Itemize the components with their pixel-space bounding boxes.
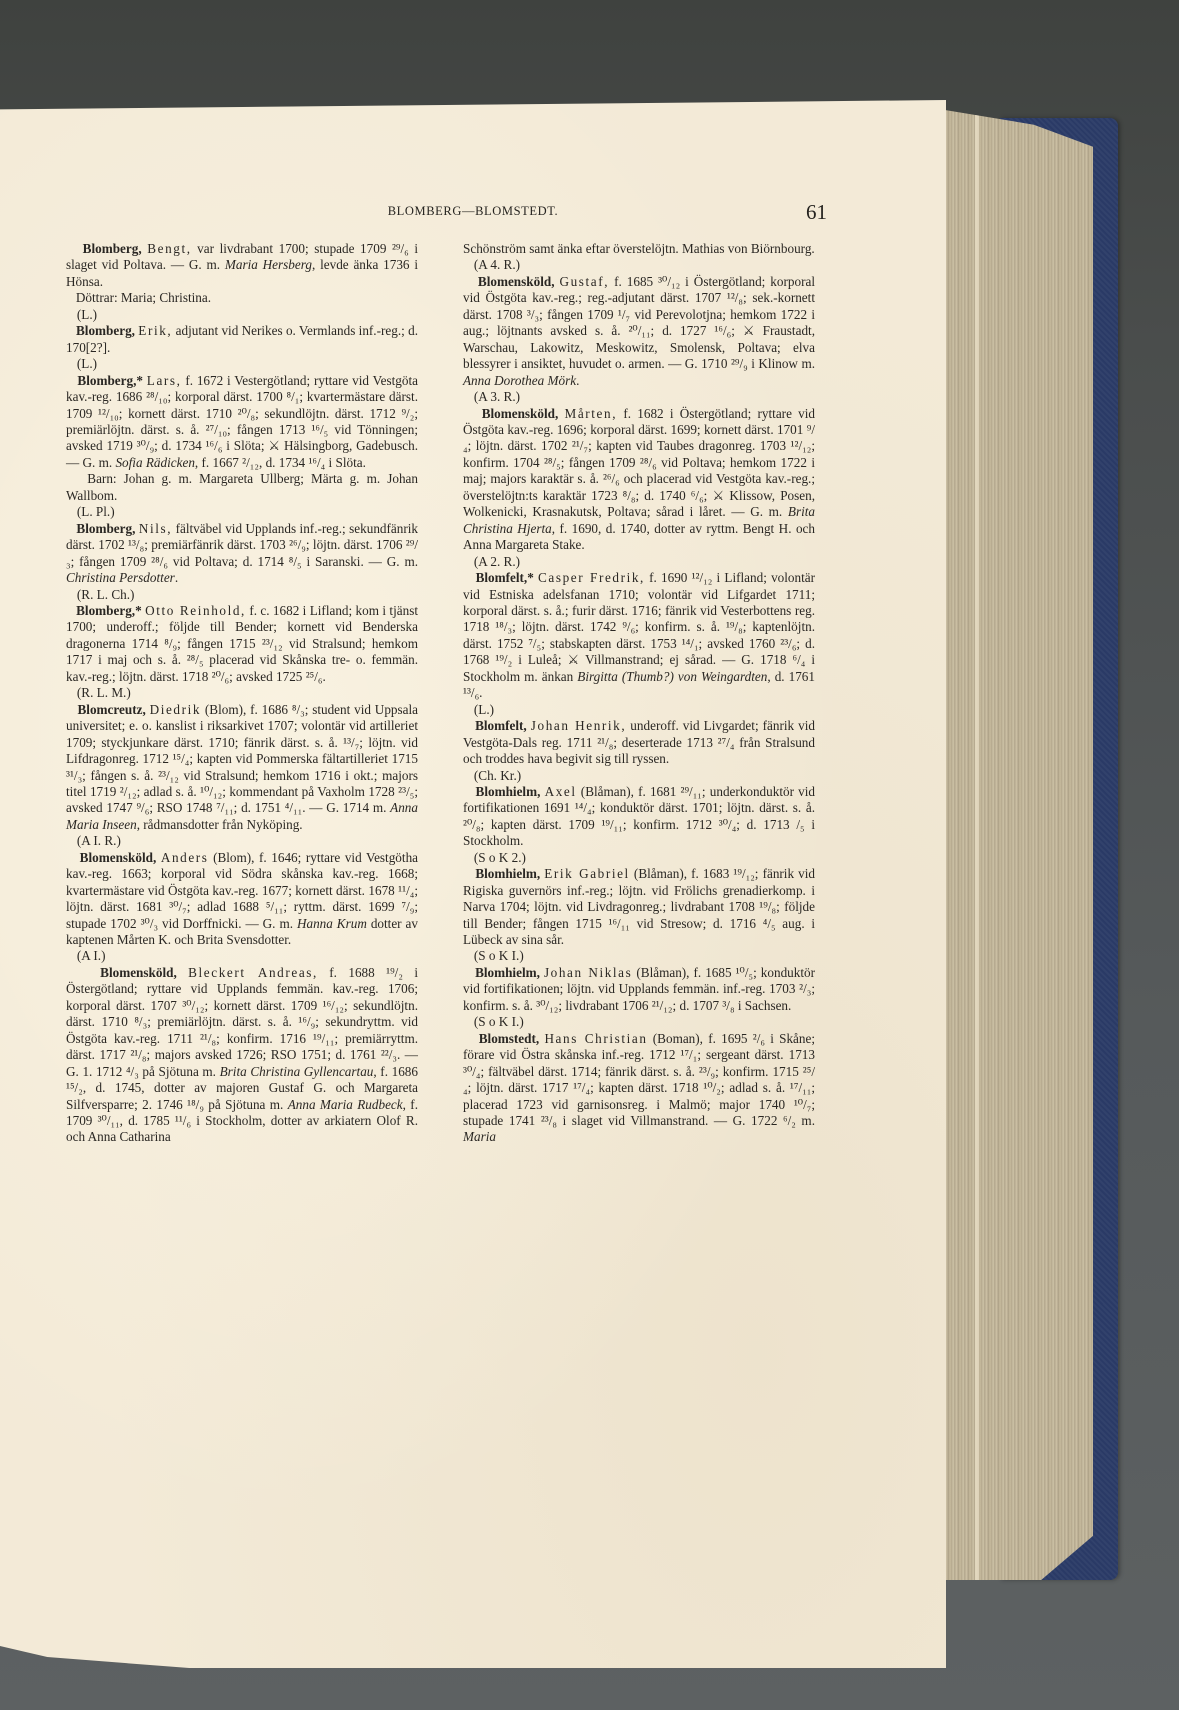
entry-text: var livdrabant 1700; stupade 1709 ²⁹/₆ i slaget vid Poltava. — G. m. [66,241,419,273]
entry-blomenskold-bleckert-andreas [66,965,418,1146]
entry-blomhielm-erik-gabriel [463,866,815,965]
entry-source: (A I. R.) [76,833,121,849]
entry-text: (Boman), f. 1695 ²/₆ i Skåne; förare vid Östra skånska inf.-reg. 1712 ¹⁷/₁; sergeant därst. 1713 ³⁰/₄; fältväbel därst. 1714; fänrik därst. s. å. ²³/₉; konfirm. 1715 ²⁵/₄; löjtn. därst. 1717 ¹⁷/₄; kapten därst. 1718 ¹⁰/₂; adlad s. å. ¹⁷/₁₁; placerad 1723 vid garnisonsreg. i Malmö; major 1740 ¹⁰/₇; stupade 1741 ²³/₈ i slaget vid Villmanstrand. — G. 1722 ⁶/₂ m. [463,1030,816,1129]
entry-given-name: Erik Gabriel [544,866,630,882]
entry-source: (L. Pl.) [76,504,115,520]
entry-spouse: Hanna Krum [296,915,367,931]
running-head: BLOMBERG—BLOMSTEDT. [387,204,559,218]
entry-blomhielm-johan-niklas [463,965,815,1031]
entry-surname: Blomberg,* [77,372,143,388]
entry-given-name: Lars, [146,372,182,388]
entry-surname: Blomhielm, [475,783,541,799]
entry-source: (S o K I.) [473,1014,524,1030]
entry-given-name: Johan Niklas [543,964,633,980]
entry-given-name: Anders [160,849,209,865]
entry-text: , d. 1761 ¹³/₆. [463,668,815,701]
entry-surname: Blomberg, [75,323,135,339]
entry-source: (R. L. Ch.) [76,586,135,602]
entry-text: f. 1672 i Vestergötland; ryttare vid Vestgöta kav.-reg. 1686 ²⁸/₁₀; korporal därst. 1700 ⁸/₁; kvartermästare därst. 1709 ¹²/₁₀; kornett därst. 1710 ²⁰/₈; sekundlöjtn. därst. 1712 ⁹/₂; premiärlöjtn. därst. s. å. ²⁷/₁₀; fången 1713 ¹⁶/₅ vid Tönningen; avsked 1719 ³⁰/₉; d. 1734 ¹⁶/₆ i Slöta; ⚔ Hälsingborg, Gadebusch. — G. m. [66,372,419,470]
entry-text: , f. 1709 ³⁰/₁₁, d. 1785 ¹¹/₆ i Stockholm, dotter av arkiatern Olof R. och Anna Catharina [66,1096,418,1145]
entry-given-name: Hans Christian [544,1030,648,1046]
entry-spouse: Anna Dorothea Mörk [463,372,577,388]
entry-surname: Blomberg, [76,520,136,536]
entry-given-name: Casper Fredrik, [538,570,645,586]
entry-children: Barn: Johan g. m. Margareta Ullberg; Märta g. m. Johan Wallbom. [66,471,418,503]
entry-given-name: Axel [544,783,577,799]
entry-text: (Blåman), f. 1685 ¹⁰/₅; konduktör vid fortifikationen; löjtn. vid Upplands femmän. inf.-reg. 1703 ²/₃; konfirm. s. å. ³⁰/₁₂; livdrabant 1706 ²¹/₁₂; d. 1707 ³/₈ i Sachsen. [463,964,815,1013]
entry-spouse: Christina Persdotter [66,570,175,586]
entry-source: (S o K I.) [473,948,524,964]
entry-given-name: Bengt, [147,241,192,256]
entry-blomhielm-axel [463,784,815,866]
entry-text: fältväbel vid Upplands inf.-reg.; sekundfänrik därst. 1702 ¹³/₈; premiärfänrik därst. 1703 ²⁶/₉; löjtn. därst. 1706 ²⁹/₃; fången 1709 ²⁸/₆ vid Poltava; d. 1714 ⁸/₅ i Saranski. — G. m. [66,520,418,569]
entry-text: (Blåman), f. 1681 ²⁹/₁₁; underkonduktör vid fortifikationen 1691 ¹⁴/₄; konduktör därst. 1701; löjtn. därst. s. å. ²⁰/₈; kapten därst. 1709 ¹⁹/₁₁; konfirm. 1712 ³⁰/₄; d. 1713 /₅ i Stockholm. [463,783,816,849]
entry-text: dotter av kaptenen Mårten K. och Brita Svensdotter. [66,915,418,948]
entry-text: , rådmansdotter från Nyköping. [136,816,303,832]
entry-spouse: Brita Christina Gyllencartau [219,1063,374,1079]
page-number: 61 [806,200,827,224]
page-edges [945,110,1093,1580]
entry-text: , levde änka 1736 i Hönsa. [66,257,418,289]
entry-text: , f. 1686 ¹⁵/₂, d. 1745, dotter av majoren Gustaf G. och Margareta Silfversparre; 2. 1746 ¹⁸/₉ på Sjötuna m. [66,1063,418,1112]
entry-text: , f. 1667 ²/₁₂, d. 1734 ¹⁶/₄ i Slöta. [194,454,366,470]
entry-given-name: Bleckert Andreas, [188,964,318,980]
entry-given-name: Nils, [138,520,173,536]
entry-surname: Blomensköld, [481,405,559,421]
entry-given-name: Johan Henrik, [530,718,627,734]
entry-surname: Blomensköld, [100,964,177,980]
entry-given-name: Mårten, [564,405,618,421]
entry-source: (L.) [76,356,98,372]
entry-continuation [463,241,815,274]
entry-text: , f. 1690, d. 1740, dotter av ryttm. Bengt H. och Anna Margareta Stake. [463,520,816,553]
entry-text: underoff. vid Livgardet; fänrik vid Vestgöta-Dals reg. 1711 ²¹/₈; deserterade 1713 ²⁷/₄ från Stralsund och troddes hava begivit sig till ryssen. [463,718,816,767]
entry-spouse: Birgitta (Thumb?) von Weingardten [577,668,768,684]
entry-surname: Blomhielm, [475,866,541,882]
entry-blomstedt-hans-christian [463,1031,815,1146]
entry-surname: Blomfelt, [475,718,527,734]
entry-given-name: Otto Reinhold, [145,602,246,618]
entry-text: (Blåman), f. 1683 ¹⁹/₁₂; fänrik vid Rigiska guvernörs inf.-reg.; löjtn. vid Frölichs grenadierkomp. i Narva 1704; löjtn. vid Livdragonreg.; livdrabant 1708 ¹⁹/₈; följde till Bender; fången 1715 ¹⁶/₁₁ vid Stresow; d. 1716 ⁴/₅ aug. i Lübeck av sina sår. [463,866,816,948]
entry-spouse: Maria Hersberg [224,257,312,273]
entry-text: . [174,570,179,586]
entry-spouse-second: Anna Maria Rudbeck [287,1096,403,1112]
entry-children: Döttrar: Maria; Christina. [75,290,212,306]
entry-spouse: Maria [463,1129,496,1145]
entry-source: (L.) [473,701,495,717]
entry-surname: Blomfelt,* [475,570,534,586]
entry-given-name: Gustaf, [559,273,610,289]
entry-blomenskold-gustaf [463,274,815,406]
entry-text: . [576,372,580,388]
entry-blomberg-erik [66,323,418,372]
entry-surname: Blomstedt, [478,1030,540,1046]
entry-text: f. c. 1682 i Lifland; kom i tjänst 1700; underoff.; följde till Bender; kornett vid Benderska dragonerna 1714 ⁸/₉; fången 1715 ²³/₁₂ vid Stralsund; hemkom 1717 i maj och s. å. ²⁸/₅ placerad vid Skånska tre- o. femmän. kav.-reg.; löjtn. därst. 1718 ²⁰/₆; avsked 1725 ²⁵/₆. [66,602,418,684]
entry-surname: Blomensköld, [477,273,555,289]
entry-spouse: Brita Christina Hjerta [463,504,815,536]
entry-text: adjutant vid Nerikes o. Vermlands inf.-reg.; d. 170[2?]. [66,323,419,355]
entry-text: f. 1690 ¹²/₁₂ i Lifland; volontär vid Estniska adelsfanan 1710; volontär vid Lifgardet 1711; korporal därst. s. å.; furir därst. 1716; fänrik vid Vesterbottens reg. 1718 ¹⁸/₃; löjtn. därst. 1742 ⁹/₆; konfirm. s. å. ¹⁹/₈; kaptenlöjtn. därst. 1752 ⁷/₅; stabskapten därst. 1753 ¹⁴/₁; avsked 1760 ²³/₆; d. 1768 ¹⁹/₂ i Luleå; ⚔ Villmanstrand; ej sårad. — G. 1718 ⁶/₄ i Stockholm m. änkan [463,570,816,684]
right-column [463,241,815,1146]
entry-text: (Blom), f. 1646; ryttare vid Vestgötha kav.-reg. 1663; korporal vid Södra skånska kav.-reg. 1668; kvartermästare vid Östgöta kav.-reg. 1677; kornett därst. 1678 ¹¹/₄; löjtn. därst. 1681 ³⁰/₇; adlad 1688 ⁵/₁₁; ryttm. därst. 1699 ⁷/₉; stupade 1702 ³⁰/₃ vid Dorffnicki. — G. m. [66,849,419,931]
entry-surname: Blomhielm, [475,964,540,980]
entry-given-name: Erik, [138,323,173,339]
entry-source: (S o K 2.) [473,849,526,865]
entry-surname: Blomcreutz, [77,701,146,717]
entry-source: (A I.) [76,948,106,964]
entry-given-name: Diedrik [149,701,202,717]
entry-blomberg-nils [66,521,418,603]
entry-text: f. 1688 ¹⁹/₂ i Östergötland; ryttare vid Upplands femmän. kav.-reg. 1706; korporal därst. 1707 ³⁰/₁₂; kornett därst. 1709 ¹⁶/₁₂; sekundlöjtn. därst. 1710 ⁸/₃; premiärlöjtn. därst. s. å. ¹⁶/₉; sekundryttm. vid Östgöta kav.-reg. 1711 ²¹/₈; konfirm. 1716 ¹⁹/₁₁; premiärryttm. därst. 1717 ²¹/₈; majors avsked 1726; RSO 1751; d. 1761 ²²/₃. — G. 1. 1712 ⁴/₃ på Sjötuna m. [66,964,418,1079]
entry-source: (A 3. R.) [473,389,521,405]
entry-blomenskold-marten [463,406,815,571]
entry-text: (Blom), f. 1686 ⁸/₃; student vid Uppsala universitet; e. o. kanslist i riksarkivet 1707; volontär vid artilleriet 1709; styckjunkare därst. 1710; fänrik därst. s. å. ¹³/₇; löjtn. vid Lifdragonreg. 1712 ¹⁵/₄; kapten vid Pommerska fältartilleriet 1715 ³¹/₃; fången s. å. ²³/₁₂ vid Stralsund; hemkom 1716 i okt.; majors titel 1719 ²/₁₂; adlad s. å. ¹⁰/₁₂; kommendant på Vaxholm 1728 ²³/₅; avsked 1747 ⁹/₆; RSO 1748 ⁷/₁₁; d. 1751 ⁴/₁₁. — G. 1714 m. [66,701,419,816]
entry-text: f. 1685 ³⁰/₁₂ i Östergötland; korporal vid Östgöta kav.-reg.; reg.-adjutant därst. 1707 ¹²/₈; sek.-kornett därst. 1708 ³/₃; fången 1709 ¹/₇ vid Perevolotjna; hemkom 1722 i aug.; löjtnants avsked s. å. ²⁰/₁₁; d. 1727 ¹⁶/₆; ⚔ Fraustadt, Warschau, Lakowitz, Meskowitz, Smolensk, Poltava; elva blessyrer i ansiktet, huvudet o. armen. — G. 1710 ²⁹/₉ i Klinow m. [463,273,815,372]
entry-source: (Ch. Kr.) [473,767,522,783]
entry-blomfelt-casper-fredrik [463,570,815,718]
left-column [66,241,418,1146]
entry-surname: Blomensköld, [79,849,157,865]
continuation-text: Schönström samt änka eftar överstelöjtn. Mathias von Biörnbourg. [463,241,815,256]
entry-source: (A 2. R.) [473,553,521,569]
entry-source: (L.) [76,306,98,322]
entry-blomberg-bengt [66,241,418,323]
entry-blomberg-lars [66,373,418,521]
entry-source: (R. L. M.) [76,685,131,701]
entry-blomcreutz-diedrik [66,702,418,850]
entry-blomenskold-anders [66,850,418,965]
entry-surname: Blomberg, [82,241,142,256]
entry-spouse: Anna Maria Inseen [66,800,418,832]
entry-blomberg-otto-reinhold [66,603,418,702]
entry-surname: Blomberg,* [76,602,142,618]
entry-blomfelt-johan-henrik [463,718,815,784]
entry-spouse: Sofia Rädicken [115,454,195,470]
entry-source: (A 4. R.) [473,257,521,273]
entry-text: f. 1682 i Östergötland; ryttare vid Östgöta kav.-reg. 1696; korporal därst. 1699; kornett därst. 1701 ⁹/₄; löjtn. därst. 1702 ²¹/₇; kapten vid Taubes dragonreg. 1703 ¹²/₁₂; konfirm. 1704 ²⁸/₅; fången 1709 ²⁸/₆ vid Poltava; hemkom 1722 i maj; majors karaktär s. å. ²⁶/₆ och placerad vid Vestgöta kav.-reg.; överstelöjtn:ts karaktär 1723 ⁸/₈; d. 1740 ⁶/₆; ⚔ Klissow, Posen, Wolkenicki, Krasnakutsk, Poltava; sårad i låret. — G. m. [463,405,816,520]
page-edge-highlight [975,110,979,1580]
